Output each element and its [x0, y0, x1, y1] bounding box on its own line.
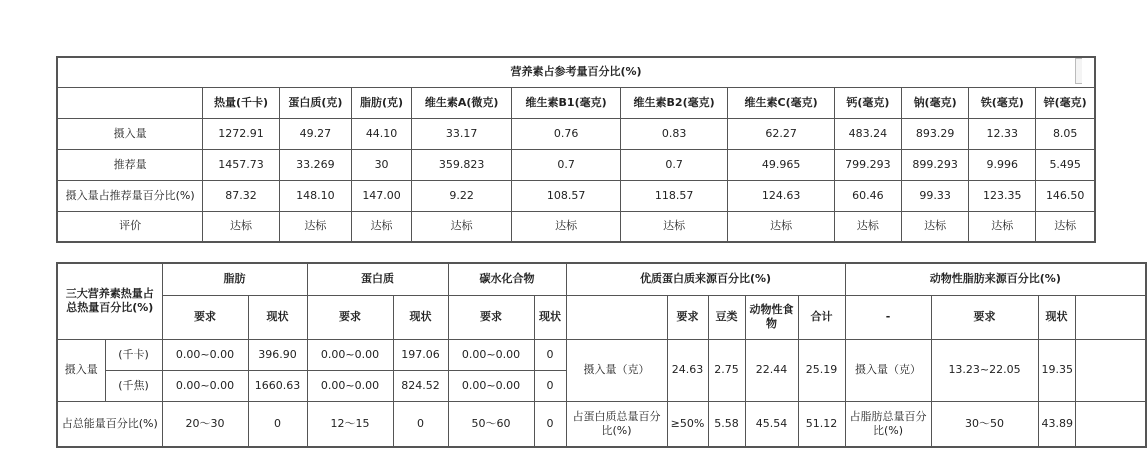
- cell: 24.63: [667, 339, 708, 401]
- cell: 824.52: [393, 370, 448, 401]
- cell: 60.46: [834, 180, 901, 211]
- cell: 146.50: [1036, 180, 1095, 211]
- cell: 62.27: [728, 118, 834, 149]
- cell: 0: [248, 401, 307, 447]
- cell: 0.00~0.00: [162, 370, 248, 401]
- cell: 达标: [969, 211, 1036, 242]
- cell: 123.35: [969, 180, 1036, 211]
- cell: 396.90: [248, 339, 307, 370]
- row-label: 摄入量占推荐量百分比(%): [57, 180, 203, 211]
- side-scroll-handle[interactable]: [1075, 58, 1082, 84]
- cell: 50～60: [448, 401, 534, 447]
- cell: 达标: [1036, 211, 1095, 242]
- sub-header: 现状: [1038, 295, 1075, 339]
- table-row: [57, 180, 1095, 211]
- cell: 0.83: [620, 118, 728, 149]
- sub-header-blank: [1075, 295, 1146, 339]
- row-label: 摄入量（克）: [845, 339, 931, 401]
- cell: 30～50: [931, 401, 1038, 447]
- cell: 0.00~0.00: [307, 370, 393, 401]
- cell: 118.57: [620, 180, 728, 211]
- cell: 22.44: [745, 339, 798, 401]
- sub-header: -: [845, 295, 931, 339]
- column-header: 脂肪(克): [352, 87, 412, 118]
- cell: 49.965: [728, 149, 834, 180]
- cell: 0.7: [620, 149, 728, 180]
- cell: 5.58: [708, 401, 745, 447]
- cell: ≥50%: [667, 401, 708, 447]
- cell: 0.7: [512, 149, 621, 180]
- blank-cell: [1075, 401, 1146, 447]
- sub-header-row: [57, 295, 1146, 339]
- sub-header-blank: [566, 295, 667, 339]
- row-label: 占总能量百分比(%): [57, 401, 162, 447]
- cell: 达标: [902, 211, 969, 242]
- cell: 达标: [203, 211, 279, 242]
- cell: 1457.73: [203, 149, 279, 180]
- cell: 483.24: [834, 118, 901, 149]
- table-row: [57, 339, 1146, 370]
- sub-header: 现状: [248, 295, 307, 339]
- cell: 25.19: [798, 339, 845, 401]
- nutrient-reference-table: [56, 56, 1096, 243]
- sub-header: 现状: [393, 295, 448, 339]
- cell: 359.823: [412, 149, 512, 180]
- cell: 124.63: [728, 180, 834, 211]
- cell: 0.00~0.00: [307, 339, 393, 370]
- cell: 12.33: [969, 118, 1036, 149]
- group-header-quality-protein: 优质蛋白质来源百分比(%): [566, 263, 845, 295]
- cell: 43.89: [1038, 401, 1075, 447]
- column-header: 维生素A(微克): [412, 87, 512, 118]
- sub-header: 现状: [534, 295, 566, 339]
- sub-header: 要求: [307, 295, 393, 339]
- row-label: 摄入量: [57, 118, 203, 149]
- cell: 0.00~0.00: [162, 339, 248, 370]
- cell: 799.293: [834, 149, 901, 180]
- group-header-fat: 脂肪: [162, 263, 307, 295]
- column-header: 钙(毫克): [834, 87, 901, 118]
- cell: 147.00: [352, 180, 412, 211]
- cell: 899.293: [902, 149, 969, 180]
- cell: 0: [534, 339, 566, 370]
- cell: 2.75: [708, 339, 745, 401]
- cell: 达标: [728, 211, 834, 242]
- group-header-protein: 蛋白质: [307, 263, 448, 295]
- column-header: 维生素B1(毫克): [512, 87, 621, 118]
- column-header: 维生素B2(毫克): [620, 87, 728, 118]
- column-header: 钠(毫克): [902, 87, 969, 118]
- cell: 148.10: [279, 180, 351, 211]
- cell: 51.12: [798, 401, 845, 447]
- row-label: 占脂肪总量百分比(%): [845, 401, 931, 447]
- cell: 9.996: [969, 149, 1036, 180]
- table-row: [57, 118, 1095, 149]
- cell: 0: [534, 370, 566, 401]
- table-row: [57, 211, 1095, 242]
- sub-header: 要求: [667, 295, 708, 339]
- cell: 33.17: [412, 118, 512, 149]
- cell: 5.495: [1036, 149, 1095, 180]
- cell: 33.269: [279, 149, 351, 180]
- cell: 893.29: [902, 118, 969, 149]
- cell: 197.06: [393, 339, 448, 370]
- column-header: 铁(毫克): [969, 87, 1036, 118]
- row-label: 摄入量: [57, 339, 105, 401]
- cell: 1272.91: [203, 118, 279, 149]
- cell: 达标: [834, 211, 901, 242]
- sub-header: 豆类: [708, 295, 745, 339]
- cell: 0.00~0.00: [448, 370, 534, 401]
- cell: 达标: [512, 211, 621, 242]
- cell: 1660.63: [248, 370, 307, 401]
- row-label: 摄入量（克）: [566, 339, 667, 401]
- cell: 44.10: [352, 118, 412, 149]
- cell: 45.54: [745, 401, 798, 447]
- sub-header: 要求: [162, 295, 248, 339]
- row-label: 占蛋白质总量百分比(%): [566, 401, 667, 447]
- cell: 0.76: [512, 118, 621, 149]
- sub-header: 要求: [448, 295, 534, 339]
- cell: 13.23~22.05: [931, 339, 1038, 401]
- column-header: 维生素C(毫克): [728, 87, 834, 118]
- cell: 108.57: [512, 180, 621, 211]
- cell: 达标: [412, 211, 512, 242]
- cell: 20～30: [162, 401, 248, 447]
- sub-header: 要求: [931, 295, 1038, 339]
- cell: 87.32: [203, 180, 279, 211]
- unit-label: (千卡): [105, 339, 162, 370]
- group-header-row: [57, 263, 1146, 295]
- table-title: 营养素占参考量百分比(%): [57, 57, 1095, 87]
- group-header-animal-fat: 动物性脂肪来源百分比(%): [845, 263, 1146, 295]
- row-label: 推荐量: [57, 149, 203, 180]
- row-label: 评价: [57, 211, 203, 242]
- header-row: [57, 87, 1095, 118]
- cell: 99.33: [902, 180, 969, 211]
- cell: 12～15: [307, 401, 393, 447]
- cell: 达标: [279, 211, 351, 242]
- cell: 9.22: [412, 180, 512, 211]
- cell: 19.35: [1038, 339, 1075, 401]
- cell: 0.00~0.00: [448, 339, 534, 370]
- column-header: 热量(千卡): [203, 87, 279, 118]
- blank-cell: [1075, 339, 1146, 401]
- corner-cell: [57, 87, 203, 118]
- cell: 49.27: [279, 118, 351, 149]
- energy-source-table: [56, 262, 1147, 448]
- table-row: [57, 149, 1095, 180]
- cell: 30: [352, 149, 412, 180]
- cell: 达标: [352, 211, 412, 242]
- cell: 达标: [620, 211, 728, 242]
- corner-header: 三大营养素热量占总热量百分比(%): [57, 263, 162, 339]
- cell: 0: [534, 401, 566, 447]
- column-header: 蛋白质(克): [279, 87, 351, 118]
- column-header: 锌(毫克): [1036, 87, 1095, 118]
- cell: 0: [393, 401, 448, 447]
- group-header-carb: 碳水化合物: [448, 263, 566, 295]
- table-row: [57, 401, 1146, 447]
- unit-label: (千焦): [105, 370, 162, 401]
- cell: 8.05: [1036, 118, 1095, 149]
- sub-header: 合计: [798, 295, 845, 339]
- sub-header: 动物性食物: [745, 295, 798, 339]
